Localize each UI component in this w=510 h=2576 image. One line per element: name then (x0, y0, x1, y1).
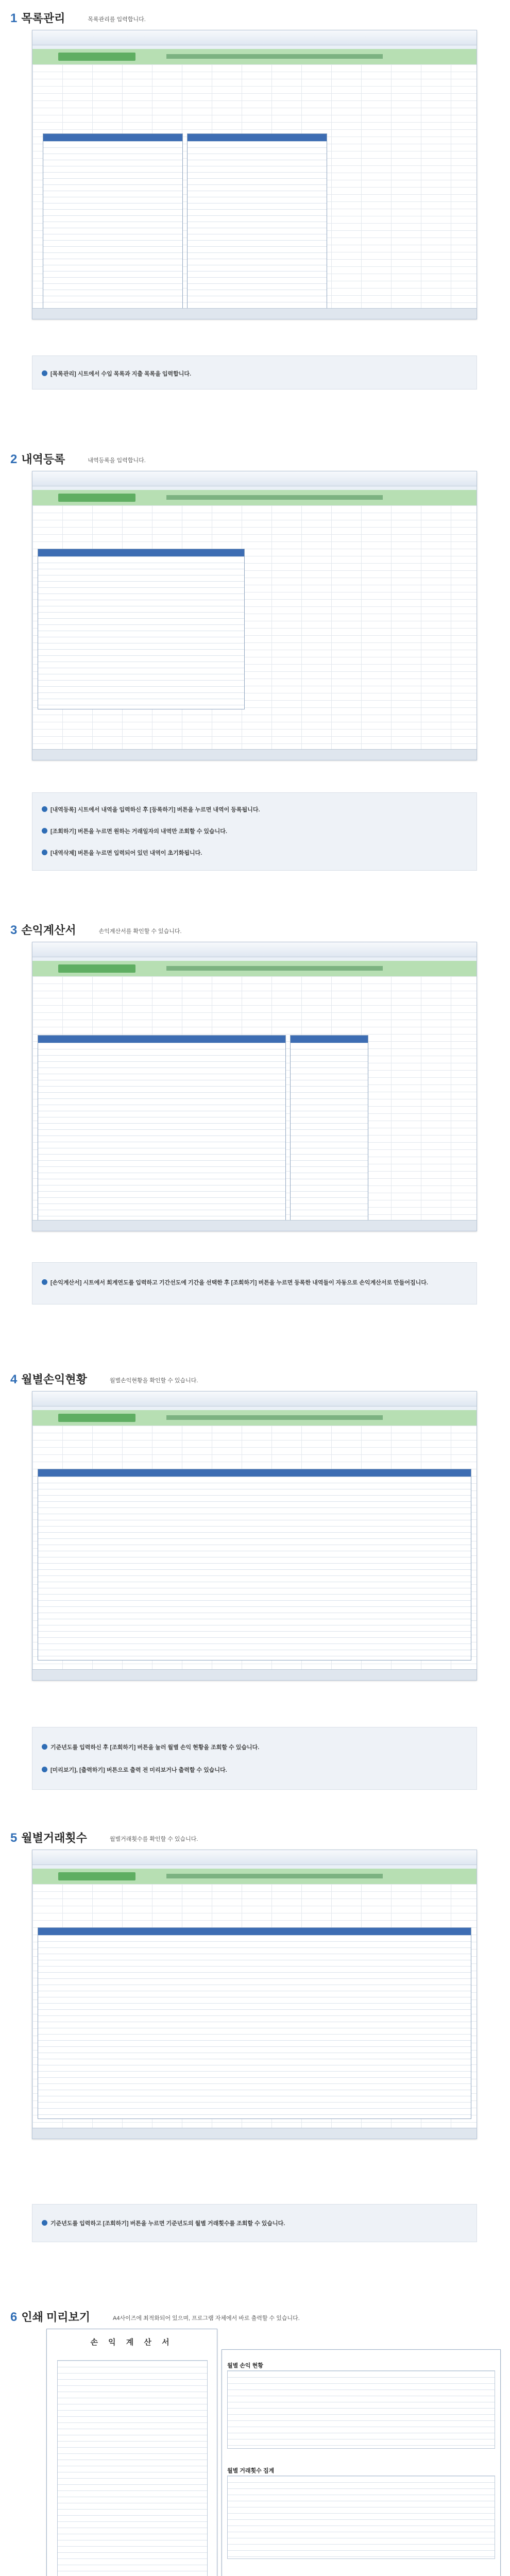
print-title: 월별 손익 현황 (227, 2363, 263, 2369)
note-item: 기준년도를 입력하신 후 [조회하기] 버튼을 눌러 월별 손익 현황을 조회할 수 있습니다. (42, 1743, 259, 1751)
note-item: [미리보기], [출력하기] 버튼으로 출력 전 미리보거나 출력할 수 있습니다. (42, 1766, 227, 1774)
section-1-heading (10, 5, 146, 26)
title-band (32, 1410, 477, 1426)
monthly-trades-table (38, 1927, 471, 2119)
section-number: 3 (10, 923, 18, 937)
note-item: [조회하기] 버튼을 누르면 원하는 거래일자의 내역만 조회할 수 있습니다. (42, 827, 227, 835)
income-list-table (43, 133, 183, 310)
title-band (32, 1869, 477, 1884)
sheet-tabs[interactable] (32, 749, 477, 760)
print-table (57, 2360, 208, 2576)
title-band (32, 961, 477, 976)
income-statement-table (38, 1035, 286, 1222)
section-2-notes (32, 792, 477, 871)
note-item: [내역삭제] 버튼을 누르면 입력되어 있던 내역이 초기화됩니다. (42, 849, 202, 857)
section-description: 목록관리를 입력합니다. (88, 16, 146, 23)
category-sheet-screenshot (32, 30, 477, 319)
section-2-heading (10, 446, 146, 467)
section-description: 월별손익현황을 확인할 수 있습니다. (109, 1378, 198, 1384)
section-description: 내역등록을 입력합니다. (88, 457, 146, 464)
section-1-notes (32, 355, 477, 389)
section-6-heading (10, 2304, 300, 2325)
section-title: 월별거래횟수 (21, 1832, 87, 1844)
expense-list-table (187, 133, 327, 310)
print-title: 손 익 계 산 서 (90, 2338, 174, 2347)
sheet-tabs[interactable] (32, 308, 477, 319)
monthly-pl-screenshot (32, 1391, 477, 1681)
section-number: 4 (10, 1372, 18, 1386)
section-3-heading (10, 917, 182, 938)
monthly-trades-screenshot (32, 1850, 477, 2139)
section-4-heading (10, 1366, 198, 1387)
print-table (227, 2476, 495, 2559)
print-title: 월별 거래횟수 집계 (227, 2468, 275, 2474)
excel-ribbon (32, 471, 477, 486)
note-item: [목록관리] 시트에서 수입 목록과 지출 목록을 입력합니다. (42, 369, 191, 378)
section-number: 6 (10, 2310, 18, 2324)
print-table (227, 2370, 495, 2449)
title-band (32, 49, 477, 64)
sheet-tabs[interactable] (32, 1669, 477, 1680)
excel-ribbon (32, 30, 477, 45)
section-title: 손익계산서 (21, 924, 76, 937)
sheet-tabs[interactable] (32, 2128, 477, 2139)
note-item: [내역등록] 시트에서 내역을 입력하신 후 [등록하기] 버튼을 누르면 내역이 등록됩니다. (42, 805, 260, 814)
note-item: [손익계산서] 시트에서 회계연도를 입력하고 기간선도에 기간을 선택한 후 [조회하기] 버튼을 누르면 등록한 내역들이 자동으로 손익계산서로 만들어집니다. (42, 1278, 467, 1286)
excel-ribbon (32, 1850, 477, 1865)
section-5-heading (10, 1825, 198, 1845)
monthly-pl-table (38, 1469, 471, 1660)
entry-popup-window (38, 549, 245, 709)
section-title: 내역등록 (21, 453, 65, 466)
section-number: 2 (10, 452, 18, 466)
section-number: 5 (10, 1831, 18, 1845)
section-description: 손익계산서를 확인할 수 있습니다. (98, 928, 182, 935)
excel-ribbon (32, 1392, 477, 1406)
income-statement-screenshot (32, 942, 477, 1231)
period-selector-panel (290, 1035, 368, 1222)
excel-ribbon (32, 942, 477, 957)
section-description: A4사이즈에 최적화되어 있으며, 프로그램 자체에서 바로 출력할 수 있습니다. (112, 2315, 300, 2321)
section-4-notes (32, 1727, 477, 1790)
section-title: 인쇄 미리보기 (21, 2311, 90, 2324)
title-band (32, 490, 477, 505)
note-item: 기준년도를 입력하고 [조회하기] 버튼을 누르면 기준년도의 월별 거래횟수를 조회할 수 있습니다. (42, 2219, 285, 2227)
section-title: 월별손익현황 (21, 1373, 87, 1386)
section-description: 월별거래횟수를 확인할 수 있습니다. (109, 1836, 198, 1842)
income-statement-print-preview (46, 2329, 217, 2576)
section-number: 1 (10, 11, 18, 25)
section-title: 목록관리 (21, 12, 65, 25)
sheet-tabs[interactable] (32, 1220, 477, 1231)
section-5-notes (32, 2204, 477, 2242)
section-3-notes (32, 1262, 477, 1304)
entry-sheet-screenshot (32, 471, 477, 760)
monthly-print-preview (222, 2349, 501, 2576)
